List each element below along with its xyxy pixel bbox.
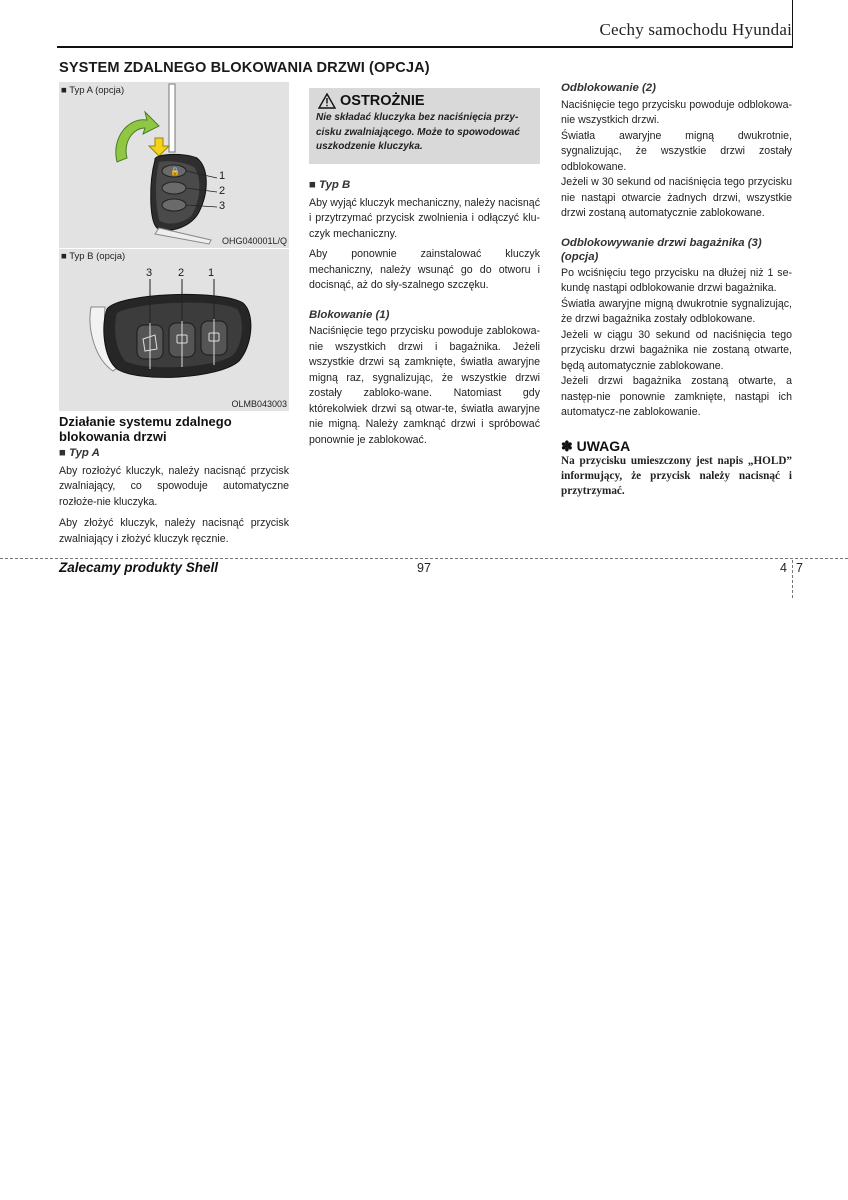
footer-page-counter: 97 — [417, 561, 431, 575]
caution-text: Nie składać kluczyka bez naciśnięcia przy-cisku zwalniającego. Może to spowodować uszkodzenie kluczyka. — [316, 112, 520, 152]
heading-operation-line1: Działanie systemu zdalnego — [59, 414, 232, 429]
typ-a-paragraph-1: Aby rozłożyć kluczyk, należy nacisnąć przycisk zwalniający, co spowoduje automatyczne rozłoże-nie kluczyka. — [59, 464, 289, 508]
callout-number-2: 2 — [219, 185, 226, 197]
typ-a-paragraph-2: Aby złożyć kluczyk, należy nacisnąć przycisk zwalniający i złożyć kluczyk ręcznie. — [59, 517, 289, 545]
bagaznik-line-4: Jeżeli drzwi bagażnika zostaną otwarte, a następ-nie ponownie zamknięte, nastąpi ich automatycz-ne zablokowanie. — [561, 375, 792, 418]
footer-dashed-vline — [792, 560, 793, 598]
footer-page-number: 7 — [796, 561, 803, 575]
bagaznik-line-1: Po wciśnięciu tego przycisku na dłużej niż 1 se-kundę nastąpi odblokowanie drzwi bagażnika. — [561, 266, 792, 294]
bullet-square-icon: ■ — [59, 447, 70, 459]
figure-b-label: ■ Typ B (opcja) — [61, 251, 126, 262]
subhead-blokowanie: Blokowanie (1) — [309, 308, 390, 321]
header-title: Cechy samochodu Hyundai — [599, 20, 792, 39]
figure-typ-a — [59, 82, 289, 248]
figure-typ-b — [59, 248, 289, 411]
subhead-bagaznik: Odblokowywanie drzwi bagażnika (3) (opcja) — [561, 236, 762, 263]
caution-title: OSTROŻNIE — [340, 93, 425, 109]
odblokowanie-line-3: Jeżeli w 30 sekund od naciśnięcia tego przycisku nie nastąpi otwarcie żadnych drzwi, wszystkie drzwi zostaną automatycznie zablokowane. — [561, 176, 792, 219]
bagaznik-line-3: Jeżeli w ciągu 30 sekund od naciśnięcia tego przycisku drzwi bagażnika nie zostaną otwarte, będą automatycznie zablokowane. — [561, 328, 792, 372]
svg-text:🔒: 🔒 — [170, 167, 180, 176]
odblokowanie-line-1: Naciśnięcie tego przycisku powoduje odblokowa-nie wszystkich drzwi. — [561, 98, 792, 126]
bullet-square-icon: ■ — [309, 179, 320, 191]
callout-number-1: 1 — [208, 267, 215, 279]
folding-key-illustration — [59, 82, 289, 248]
figure-a-code: OHG040001L/Q — [221, 236, 287, 246]
blokowanie-paragraph: Naciśnięcie tego przycisku powoduje zablokowa-nie wszystkich drzwi i bagażnika. Jeżeli wszystkie drzwi są zamknięte, światła awaryjne migną raz, sygnalizując, że wszystkie drzwi zostały zabloko-wane. Natomiast gdy którekolwiek drzwi są otwar-te, światła awaryjne nie migną. Należy zamknąć drzwi i spróbować ponownie je zablokować. — [309, 325, 540, 446]
header-vertical-rule — [792, 0, 793, 48]
footer-dashed-rule — [0, 558, 848, 559]
left-column — [59, 414, 289, 547]
figure-a-label: ■ Typ A (opcja) — [61, 85, 125, 96]
footer-section-number: 4 — [780, 561, 787, 575]
typ-b-paragraph-1: Aby wyjąć kluczyk mechaniczny, należy nacisnąć i przytrzymać przycisk zwolnienia i odłączyć klu-czyk mechaniczny. — [309, 196, 540, 240]
callout-number-3: 3 — [219, 200, 226, 212]
typ-b-paragraph-2: Aby ponownie zainstalować kluczyk mechaniczny, należy wsunąć go do otworu i docisnąć, aż do sły-szalnego szczęku. — [309, 248, 540, 291]
header-rule — [57, 46, 792, 48]
right-column — [561, 81, 792, 499]
smart-key-illustration — [59, 249, 289, 411]
note-text: Na przycisku umieszczony jest napis „HOLD” informujący, że przycisk należy nacisnąć i przytrzymać. — [561, 455, 792, 497]
subhead-typ-a: ■ Typ A — [59, 447, 100, 459]
heading-operation-line2: blokowania drzwi — [59, 429, 167, 444]
caution-box — [309, 88, 540, 164]
callout-number-2: 2 — [178, 267, 185, 279]
section-title: SYSTEM ZDALNEGO BLOKOWANIA DRZWI (OPCJA) — [59, 60, 430, 76]
subhead-odblokowanie: Odblokowanie (2) — [561, 82, 656, 94]
footer-shell-text: Zalecamy produkty Shell — [59, 560, 219, 575]
callout-number-3: 3 — [146, 267, 153, 279]
callout-number-1: 1 — [219, 170, 226, 182]
bagaznik-line-2: Światła awaryjne migną dwukrotnie sygnalizując, że drzwi bagażnika zostały odblokowane. — [561, 297, 792, 325]
note-title: ✽ UWAGA — [561, 437, 631, 454]
subhead-typ-b: ■ Typ B — [309, 179, 351, 191]
figure-b-code: OLMB043003 — [231, 399, 287, 409]
warning-triangle-icon — [318, 93, 336, 109]
odblokowanie-line-2: Światła awaryjne migną dwukrotnie, sygnalizując, że wszystkie drzwi zostały odblokowane. — [561, 129, 792, 173]
middle-column — [309, 178, 540, 448]
